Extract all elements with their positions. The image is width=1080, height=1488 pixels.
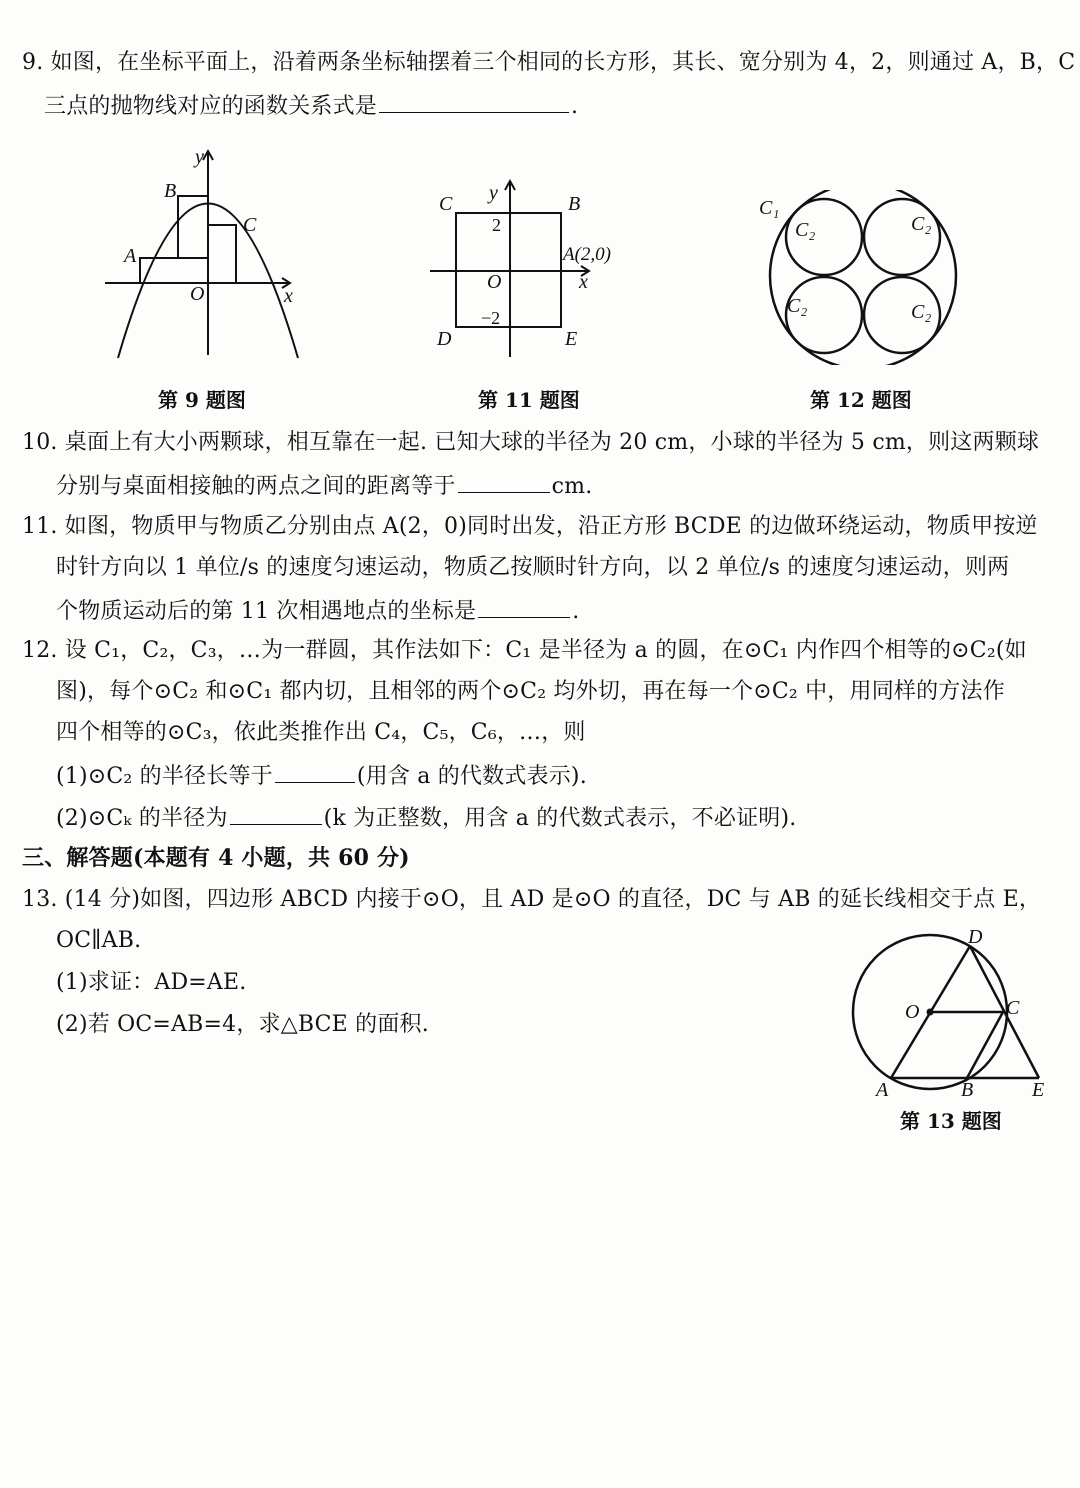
fig13-label-a: A bbox=[876, 1079, 889, 1101]
fig12-caption: 第 12 题图 bbox=[810, 388, 912, 412]
fig9-rect-3 bbox=[208, 225, 236, 283]
q9-line2-end: . bbox=[571, 94, 579, 119]
q10-answer-blank[interactable] bbox=[458, 470, 550, 493]
fig13-label-d: D bbox=[968, 926, 983, 948]
q10-line2 bbox=[56, 470, 592, 502]
fig9-label-a: A bbox=[124, 245, 137, 267]
fig12-label-c2-br: C₂ bbox=[911, 301, 932, 323]
fig9-caption: 第 9 题图 bbox=[158, 388, 246, 412]
fig11-caption: 第 11 题图 bbox=[478, 388, 580, 412]
fig13-caption: 第 13 题图 bbox=[900, 1109, 1002, 1133]
figure-12 bbox=[755, 190, 965, 365]
fig13-label-e: E bbox=[1032, 1079, 1045, 1101]
fig9-label-o: O bbox=[190, 283, 205, 305]
q10-line2-text: 分别与桌面相接触的两点之间的距离等于 bbox=[56, 474, 456, 499]
fig12-label-c2-bl: C₂ bbox=[787, 295, 808, 317]
fig12-label-c2-tr: C₂ bbox=[911, 213, 932, 235]
q11-line3 bbox=[56, 595, 579, 627]
q12-sub1-text: (1)⊙C₂ 的半径长等于 bbox=[56, 764, 273, 789]
fig11-tick-neg2: −2 bbox=[481, 308, 501, 328]
q12-sub1-end: (用含 a 的代数式表示). bbox=[356, 764, 587, 789]
q12-sub2-answer-blank[interactable] bbox=[230, 802, 322, 825]
q12-sub1-answer-blank[interactable] bbox=[275, 760, 355, 783]
q12-sub1 bbox=[56, 760, 587, 792]
fig11-label-d: D bbox=[437, 328, 452, 350]
figure-13 bbox=[842, 922, 1057, 1102]
fig11-label-y: y bbox=[489, 182, 498, 204]
fig9-label-x: x bbox=[284, 285, 293, 307]
q11-line1: 11. 如图，物质甲与物质乙分别由点 A(2，0)同时出发，沿正方形 BCDE 的边做环绕运动，物质甲按逆 bbox=[22, 514, 1038, 539]
fig9-label-b: B bbox=[164, 180, 177, 202]
q11-answer-blank[interactable] bbox=[478, 595, 570, 618]
fig13-segment-cb bbox=[967, 1012, 1003, 1078]
fig11-tick-2: 2 bbox=[492, 215, 501, 235]
q9-line2-text: 三点的抛物线对应的函数关系式是 bbox=[44, 94, 378, 119]
fig11-label-x: x bbox=[579, 271, 588, 293]
fig11-label-b: B bbox=[568, 193, 581, 215]
q13-line2: OC∥AB. bbox=[56, 928, 142, 953]
q12-line3: 四个相等的⊙C₃，依此类推作出 C₄，C₅，C₆，…，则 bbox=[56, 720, 586, 745]
q11-line3-end: . bbox=[572, 599, 580, 624]
q12-sub2 bbox=[56, 802, 796, 834]
fig12-label-c1: C₁ bbox=[759, 197, 780, 219]
fig13-label-c: C bbox=[1006, 997, 1020, 1019]
q12-line2: 图)，每个⊙C₂ 和⊙C₁ 都内切，且相邻的两个⊙C₂ 均外切，再在每一个⊙C₂ 中，用同样的方法作 bbox=[56, 679, 1005, 704]
q12-line1: 12. 设 C₁，C₂，C₃，…为一群圆，其作法如下：C₁ 是半径为 a 的圆，在⊙C₁ 内作四个相等的⊙C₂(如 bbox=[22, 638, 1027, 663]
fig11-label-e: E bbox=[565, 328, 578, 350]
fig11-label-o: O bbox=[487, 271, 502, 293]
q10-line1: 10. 桌面上有大小两颗球，相互靠在一起. 已知大球的半径为 20 cm，小球的半径为 5 cm，则这两颗球 bbox=[22, 430, 1040, 455]
fig12-label-c2-tl: C₂ bbox=[795, 219, 816, 241]
fig11-label-c: C bbox=[439, 193, 453, 215]
fig13-center-point bbox=[927, 1009, 934, 1016]
fig13-label-o: O bbox=[905, 1001, 920, 1023]
fig12-inner-circle-tr bbox=[864, 199, 940, 275]
q9-answer-blank[interactable] bbox=[379, 90, 569, 113]
fig9-rect-1 bbox=[140, 258, 208, 283]
q9-line2 bbox=[44, 90, 578, 122]
q13-sub2: (2)若 OC=AB=4，求△BCE 的面积. bbox=[56, 1012, 429, 1037]
figure-11 bbox=[425, 175, 635, 365]
figure-9 bbox=[100, 145, 300, 360]
q10-line2-end: cm. bbox=[551, 474, 593, 499]
section-3-title: 三、解答题(本题有 4 小题，共 60 分) bbox=[22, 845, 410, 871]
q11-line2: 时针方向以 1 单位/s 的速度匀速运动，物质乙按顺时针方向，以 2 单位/s 的速度匀速运动，则两 bbox=[56, 555, 1010, 580]
fig9-label-y: y bbox=[195, 146, 204, 168]
q11-line3-text: 个物质运动后的第 11 次相遇地点的坐标是 bbox=[56, 599, 477, 624]
q9-line1: 9. 如图，在坐标平面上，沿着两条坐标轴摆着三个相同的长方形，其长、宽分别为 4，2，则通过 A，B，C bbox=[22, 50, 1076, 75]
fig11-label-a: A(2,0) bbox=[563, 244, 612, 265]
fig13-label-b: B bbox=[961, 1079, 974, 1101]
fig9-rect-2 bbox=[178, 196, 208, 258]
fig9-label-c: C bbox=[243, 214, 257, 236]
q13-sub1: (1)求证：AD=AE. bbox=[56, 970, 247, 995]
q12-sub2-end: (k 为正整数，用含 a 的代数式表示，不必证明). bbox=[323, 806, 797, 831]
q13-line1: 13. (14 分)如图，四边形 ABCD 内接于⊙O，且 AD 是⊙O 的直径，DC 与 AB 的延长线相交于点 E， bbox=[22, 887, 1042, 912]
q12-sub2-text: (2)⊙Cₖ 的半径为 bbox=[56, 806, 228, 831]
